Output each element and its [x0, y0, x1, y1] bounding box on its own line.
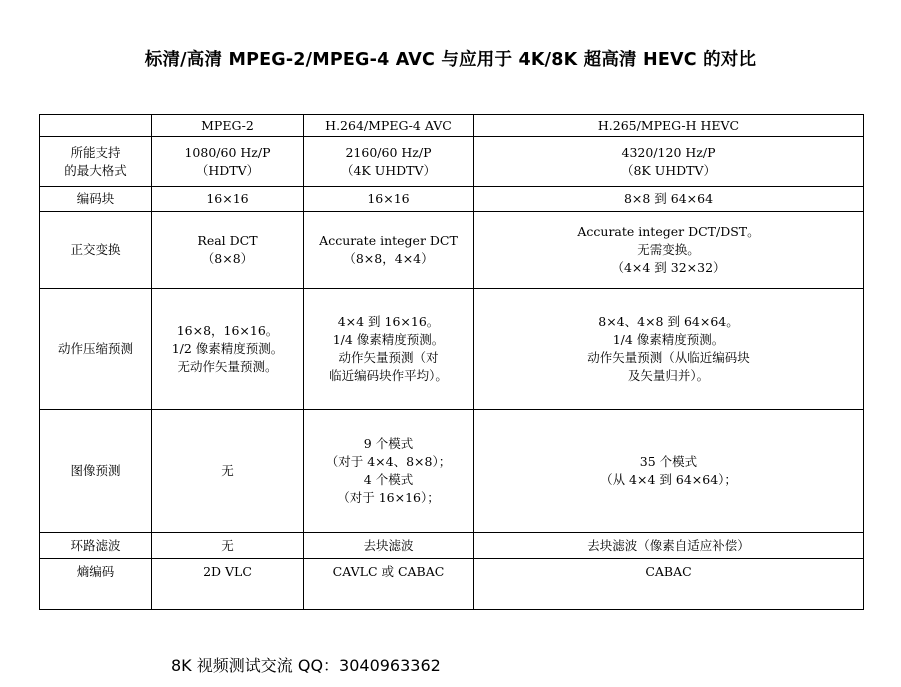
footer-contact: 8K 视频测试交流 QQ：3040963362 [171, 656, 441, 675]
table-row [40, 187, 864, 212]
table-cell: 8×8 到 64×64 [474, 187, 864, 212]
comparison-table [39, 114, 864, 610]
row-label-coding-block: 编码块 [40, 187, 152, 212]
table-cell: 无 [152, 410, 304, 533]
table-cell: CAVLC 或 CABAC [304, 559, 474, 610]
table-cell: Real DCT （8×8） [152, 212, 304, 289]
row-label-loop-filter: 环路滤波 [40, 533, 152, 559]
table-cell: 16×8，16×16。 1/2 像素精度预测。 无动作矢量预测。 [152, 289, 304, 410]
table-cell: 4×4 到 16×16。 1/4 像素精度预测。 动作矢量预测（对 临近编码块作平均）。 [304, 289, 474, 410]
table-cell: 2D VLC [152, 559, 304, 610]
table-row [40, 289, 864, 410]
table-row [40, 137, 864, 187]
table-cell: CABAC [474, 559, 864, 610]
table-cell: 4320/120 Hz/P （8K UHDTV） [474, 137, 864, 187]
header-cell-mpeg2: MPEG-2 [152, 115, 304, 137]
table-cell: 2160/60 Hz/P （4K UHDTV） [304, 137, 474, 187]
table-row [40, 533, 864, 559]
row-label-motion-prediction: 动作压缩预测 [40, 289, 152, 410]
row-label-max-format: 所能支持 的最大格式 [40, 137, 152, 187]
table-cell: 16×16 [304, 187, 474, 212]
header-cell-avc: H.264/MPEG-4 AVC [304, 115, 474, 137]
table-row [40, 212, 864, 289]
table-cell: 1080/60 Hz/P （HDTV） [152, 137, 304, 187]
table-header-row [40, 115, 864, 137]
header-cell-hevc: H.265/MPEG-H HEVC [474, 115, 864, 137]
row-label-intra-prediction: 图像预测 [40, 410, 152, 533]
table-cell: 去块滤波 [304, 533, 474, 559]
table-cell: Accurate integer DCT （8×8，4×4） [304, 212, 474, 289]
table-row [40, 559, 864, 610]
table-row [40, 410, 864, 533]
table-cell: 8×4、4×8 到 64×64。 1/4 像素精度预测。 动作矢量预测（从临近编码块 及矢量归并）。 [474, 289, 864, 410]
table-cell: 9 个模式 （对于 4×4、8×8）； 4 个模式 （对于 16×16）； [304, 410, 474, 533]
table-cell: 35 个模式 （从 4×4 到 64×64）； [474, 410, 864, 533]
header-cell-empty [40, 115, 152, 137]
table-cell: 无 [152, 533, 304, 559]
row-label-transform: 正交变换 [40, 212, 152, 289]
table-cell: 16×16 [152, 187, 304, 212]
table-cell: Accurate integer DCT/DST。 无需变换。 （4×4 到 32×32） [474, 212, 864, 289]
page-title: 标清/高清 MPEG-2/MPEG-4 AVC 与应用于 4K/8K 超高清 HEVC 的对比 [144, 50, 757, 70]
table-cell: 去块滤波（像素自适应补偿） [474, 533, 864, 559]
row-label-entropy-coding: 熵编码 [40, 559, 152, 610]
